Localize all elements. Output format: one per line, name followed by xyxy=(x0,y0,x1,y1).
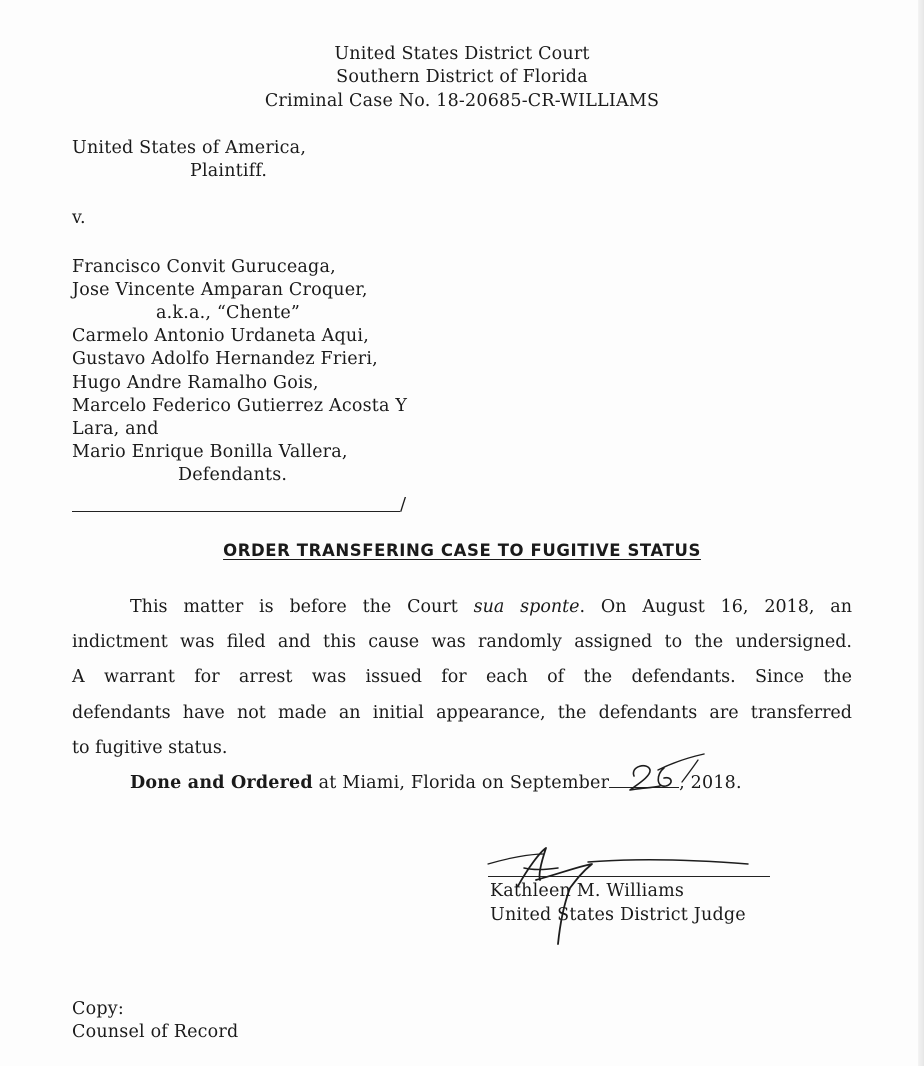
district-name: Southern District of Florida xyxy=(336,67,588,87)
plaintiff-name: United States of America, xyxy=(72,138,307,158)
defendant-alias: a.k.a., “Chente” xyxy=(156,303,301,323)
done-and-ordered-label: Done and Ordered xyxy=(130,773,313,793)
order-body-line: to fugitive status. xyxy=(72,738,228,758)
caption-rule xyxy=(72,511,400,512)
order-title: ORDER TRANSFERING CASE TO FUGITIVE STATUS xyxy=(223,541,701,560)
defendant-name: Lara, and xyxy=(72,419,159,439)
defendant-name: Gustavo Adolfo Hernandez Frieri, xyxy=(72,349,378,369)
court-name: United States District Court xyxy=(334,44,590,64)
body-italic-text: sua sponte xyxy=(473,597,580,617)
body-text: . On August 16, 2018, an xyxy=(579,597,852,617)
defendant-name: Francisco Convit Guruceaga, xyxy=(72,257,336,277)
done-year: , 2018. xyxy=(679,773,742,793)
defendant-name: Marcelo Federico Gutierrez Acosta Y xyxy=(72,396,408,416)
order-body-line: A warrant for arrest was issued for each of the defendants. Since the xyxy=(72,667,852,687)
page-edge-shadow xyxy=(918,0,924,1066)
defendants-role: Defendants. xyxy=(178,465,288,485)
defendant-name: Mario Enrique Bonilla Vallera, xyxy=(72,442,348,462)
judge-title: United States District Judge xyxy=(490,905,746,925)
signature-rule xyxy=(488,876,770,877)
judge-name: Kathleen M. Williams xyxy=(490,881,685,901)
handwritten-date-signature xyxy=(620,752,710,798)
defendant-name: Carmelo Antonio Urdaneta Aqui, xyxy=(72,326,369,346)
done-location-text: at Miami, Florida on September xyxy=(312,773,610,793)
order-body-line: indictment was filed and this cause was randomly assigned to the undersigned. xyxy=(72,632,852,652)
caption-slash: / xyxy=(400,494,407,515)
case-number: Criminal Case No. 18-20685-CR-WILLIAMS xyxy=(264,91,660,111)
defendant-name: Hugo Andre Ramalho Gois, xyxy=(72,373,319,393)
copy-recipient: Counsel of Record xyxy=(72,1022,239,1042)
plaintiff-role: Plaintiff. xyxy=(190,161,268,181)
copy-label: Copy: xyxy=(72,999,124,1019)
versus: v. xyxy=(72,208,86,228)
order-body-line: defendants have not made an initial appearance, the defendants are transferred xyxy=(72,703,852,723)
body-text: This matter is before the Court xyxy=(130,597,474,617)
defendant-name: Jose Vincente Amparan Croquer, xyxy=(72,280,368,300)
order-body-line xyxy=(72,596,852,618)
